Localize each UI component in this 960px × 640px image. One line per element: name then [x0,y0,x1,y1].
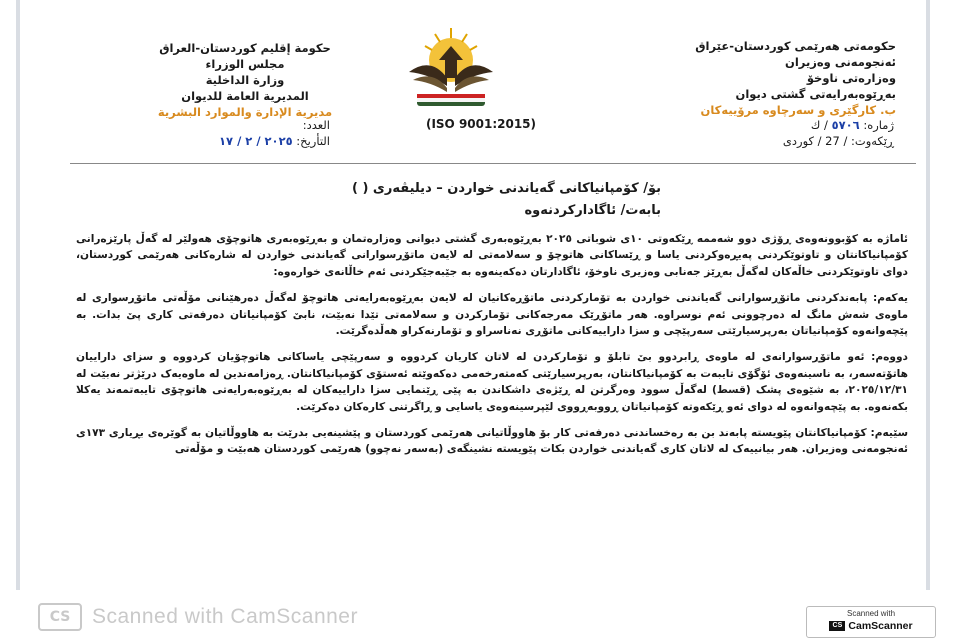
letter-body [76,231,908,468]
camscanner-watermark [38,603,358,631]
badge-brand-text: CamScanner [848,620,913,632]
body-intro: ئاماژە بە کۆبوونەوەی ڕۆژی دوو شەممە ڕێکەوتی ١٠ی شوباتی ٢٠٢٥ بەڕێوەبەری گشتی دیوانی وەزارەتمان و بەڕێوەبەری هاتوچۆی هەولێر لە گەڵ پارێزەرانی کۆمپانیاکانتان و تاوتوێکردنی پەیڕەوکردنی یاسا و ڕێساکانی هاتوچۆ و سەلامەتی لە لایەن ماتۆڕسوارانی گەیاندنی خواردن لە شارەکانی هەرێمی کوردستان، دوای تاوتوێکردنی خاڵەکان لەگەڵ بەڕێز جەنابی وەزیری ناوخۆ، ئاگادارتان دەکەینەوە بە جێبەجێکردنی ئەم خاڵانەی خوارەوە: [76,233,908,278]
point-3-text: کۆمپانیاکانتان پێویستە پابەند بن بە رەخساندنی دەرفەتی کار بۆ هاووڵاتیانی هەرێمی کوردستان و پێشینەیی بدرێت بە هاووڵاتیان بە گوێرەی بڕیاری ١٧٣ی ئەنجومەنی وەزیران. هەر بیانییەک لە لاتان کاری گەیاندنی خواردن بکات پێویستە نشینگەی (بەسەر نەچوو) هەرێمی کوردستان هەبێت و مۆڵەتی [76,427,908,456]
header-kurdish-line1: حکومەتی هەرێمی کوردستان-عێراق [695,39,896,53]
header-kurdish-line4: بەڕێوەبەرایەتی گشتی دیوان [735,87,896,101]
header-kurdish-line3: وەزارەتی ناوخۆ [806,71,896,85]
ref-ar-date-label: التأريخ: [296,134,330,148]
ref-ar-number-label: العدد: [302,118,330,132]
point-1-label: یەکەم: [873,292,908,305]
header-arabic-line5: مديرية الإدارة والموارد البشرية [157,105,333,119]
page-edge-left [16,0,20,590]
subject-block [352,178,661,222]
document-page [70,18,916,588]
camscanner-watermark-text: Scanned with CamScanner [92,605,358,628]
header-divider [70,163,916,164]
point-2-label: دووەم: [871,351,908,364]
ref-date-label: ڕێکەوت: [851,134,894,148]
ref-number-suffix: / ك [810,118,828,132]
camscanner-badge [806,606,936,638]
body-point-1 [76,290,908,339]
reference-arabic [190,117,330,149]
point-1-text: پابەندکردنی ماتۆڕسوارانی گەیاندنی خواردن بە تۆمارکردنی ماتۆڕەکانیان لە لایەن بەڕێوەبەرایەتی هاتوچۆ لەگەڵ دەرهێنانی مۆڵەتی ماتۆڕسواری لە ماوەی شەش مانگ لە دەرچوونی ئەم نوسراوە. هەر ماتۆڕێک مەرجەکانی تۆمارکردن و سەلامەتی تێدا نەبێت، نابێ کۆمپانیاتان دەرفەتی کاری پێ بدات. بە پێچەوانەوە کۆمپانیاتان بەرپرسیارێتی سەرپێچی و سزا داراییەکانی ماتۆڕی نەناسراو و تۆمارنەکراو هەڵدەگرێت. [76,292,908,338]
header-arabic-line2: مجلس الوزراء [205,57,285,71]
page-edge-right [926,0,930,590]
subject-recipient: بۆ/ کۆمپانیاکانی گەیاندنی خواردن – دیلیڤەری ( ) [352,181,661,196]
header-arabic-line3: وزارة الداخلية [205,73,285,87]
header-kurdish [616,38,896,118]
iso-certification: (ISO 9001:2015) [425,117,537,131]
ref-date-value: / 27 / کوردی [782,134,848,148]
body-point-2 [76,349,908,415]
point-3-label: سێیەم: [870,427,908,440]
ref-number-value: ٥٧٠٦ [831,118,860,132]
header-arabic-line1: حكومة إقليم كوردستان-العراق [159,41,331,55]
body-point-3 [76,425,908,458]
header-arabic-line4: المديرية العامة للديوان [181,89,309,103]
point-2-text: ئەو ماتۆڕسوارانەی لە ماوەی ڕابردوو بێ تابلۆ و تۆمارکردن لە لاتان کاریان کردووە و سەرپێچی یاساکانی هاتوچۆیان کردووە و سزای داراییان هاتۆتەسەر، بە ناسینەوەی ئۆگۆی تایبەت بە کۆمپانیاکانتان، بەرپرسیارێتی کەمتەرخەمی دەکەوێتە ئەستۆی کۆمپانیاکانتان. ڕەزامەندین لە ماوەیەک درێژتر نەبێت لە ٢٠٢٥/١٢/٣١، بە شێوەی پشک (قسط) لەگەڵ سوود وەرگرتن لە ڕێژەی داشکاندن بە پێی ڕێنمایی سزا داراییەکان لە بەڕێوەبەرایەتی هاتوچۆی تایبەتمەند یەکلا بکەنەوە. بە پێچەوانەوە لە دوای ئەو ڕێکەوتە کۆمپانیاتان ڕووبەڕووی لێپرسینەوەی یاسایی و ڕاگرتنی کارەکان دەکرێت. [76,351,908,413]
header-kurdish-line2: ئەنجومەنی وەزیران [785,55,896,69]
badge-cs-icon: CS [829,621,845,631]
subject-title: بابەت/ ئاگادارکردنەوە [524,203,661,218]
header-arabic [100,40,390,120]
government-emblem-icon [403,26,499,112]
camscanner-logo-icon: CS [38,603,82,631]
ref-number-label: ژمارە: [863,118,894,132]
header-kurdish-line5: ب. کارگێری و سەرچاوە مرۆییەکان [700,103,896,117]
badge-brand [807,620,935,632]
reference-kurdish [783,117,894,149]
ref-ar-date-value: ٢٠٢٥ / ٢ / ١٧ [219,134,293,148]
badge-small-text: Scanned with [846,609,896,618]
